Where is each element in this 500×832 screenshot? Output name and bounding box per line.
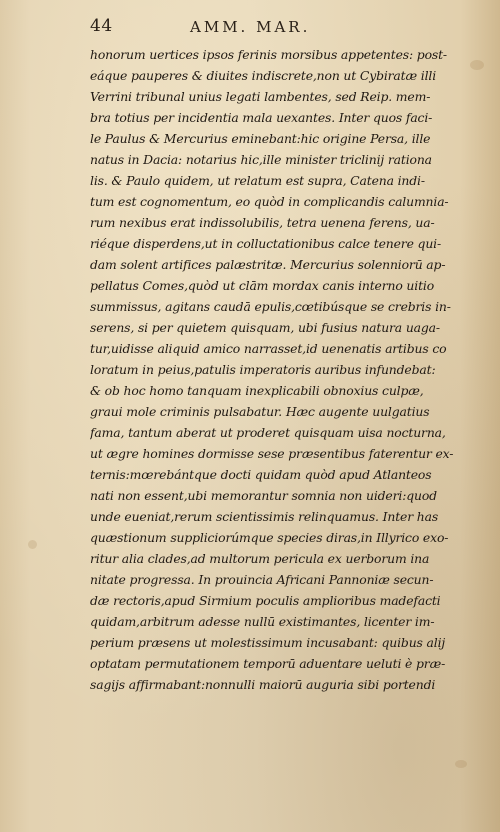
text-line: fama, tantum aberat ut proderet quisquam uisa nocturna, — [90, 425, 446, 440]
text-line: optatam permutationem temporū aduentare ueluti è præ- — [90, 656, 446, 671]
text-line: tum est cognomentum, eo quòd in complicandis calumnia- — [90, 194, 449, 209]
text-line: unde eueniat,rerum scientissimis relinquamus. Inter has — [90, 509, 439, 524]
text-line: sagijs affirmabant:nonnulli maiorū auguria sibi portendi — [90, 677, 436, 692]
page-number: 44 — [90, 16, 113, 36]
text-line: honorum uertices ipsos ferinis morsibus appetentes: post- — [90, 47, 447, 62]
text-line: dæ rectoris,apud Sirmium poculis amplioribus madefacti — [90, 593, 441, 608]
body-text — [90, 44, 456, 695]
page-header — [90, 14, 450, 44]
text-line: tur,uidisse aliquid amico narrasset,id uenenatis artibus co — [90, 341, 447, 356]
text-line: ut ægre homines dormisse sese præsentibus faterentur ex- — [90, 446, 454, 461]
text-line: nati non essent,ubi memorantur somnia non uideri:quod — [90, 488, 437, 503]
text-line: quidam,arbitrum adesse nullū existimantes, licenter im- — [90, 614, 435, 629]
text-line: ritur alia clades,ad multorum pericula ex uerborum ina — [90, 551, 430, 566]
text-line: Verrini tribunal unius legati lambentes, sed Reip. mem- — [90, 89, 431, 104]
text-line: le Paulus & Mercurius eminebant:hic origine Persa, ille — [90, 131, 431, 146]
text-line: perium præsens ut molestissimum incusabant: quibus alij — [90, 635, 446, 650]
paper-stain — [470, 60, 484, 70]
text-line: pellatus Comes,quòd ut clām mordax canis interno uitio — [90, 278, 435, 293]
text-line: graui mole criminis pulsabatur. Hæc augente uulgatius — [90, 404, 430, 419]
text-line: eáque pauperes & diuites indiscrete,non ut Cybiratæ illi — [90, 68, 437, 83]
text-line: quæstionum suppliciorúmque species diras,in Illyrico exo- — [90, 530, 449, 545]
text-line: summissus, agitans caudā epulis,cœtibúsque se crebris in- — [90, 299, 451, 314]
text-line: natus in Dacia: notarius hic,ille minister triclinij rationa — [90, 152, 432, 167]
text-line: riéque disperdens,ut in colluctationibus calce tenere qui- — [90, 236, 442, 251]
text-line: dam solent artifices palæstritæ. Mercurius solenniorū ap- — [90, 257, 446, 272]
text-line: bra totius per incidentia mala uexantes. Inter quos faci- — [90, 110, 433, 125]
paper-stain — [455, 760, 467, 768]
text-line: nitate progressa. In prouincia Africani Pannoniæ secun- — [90, 572, 434, 587]
text-line: ternis:mœrebántque docti quidam quòd apud Atlanteos — [90, 467, 432, 482]
text-line: lis. & Paulo quidem, ut relatum est supra, Catena indi- — [90, 173, 425, 188]
text-line: rum nexibus erat indissolubilis, tetra uenena ferens, ua- — [90, 215, 435, 230]
paper-stain — [28, 540, 37, 549]
text-line: serens, si per quietem quisquam, ubi fusius natura uaga- — [90, 320, 440, 335]
running-head: AMM. MAR. — [190, 18, 311, 36]
text-line: & ob hoc homo tanquam inexplicabili obnoxius culpæ, — [90, 383, 424, 398]
text-line: loratum in peius,patulis imperatoris auribus infundebat: — [90, 362, 436, 377]
